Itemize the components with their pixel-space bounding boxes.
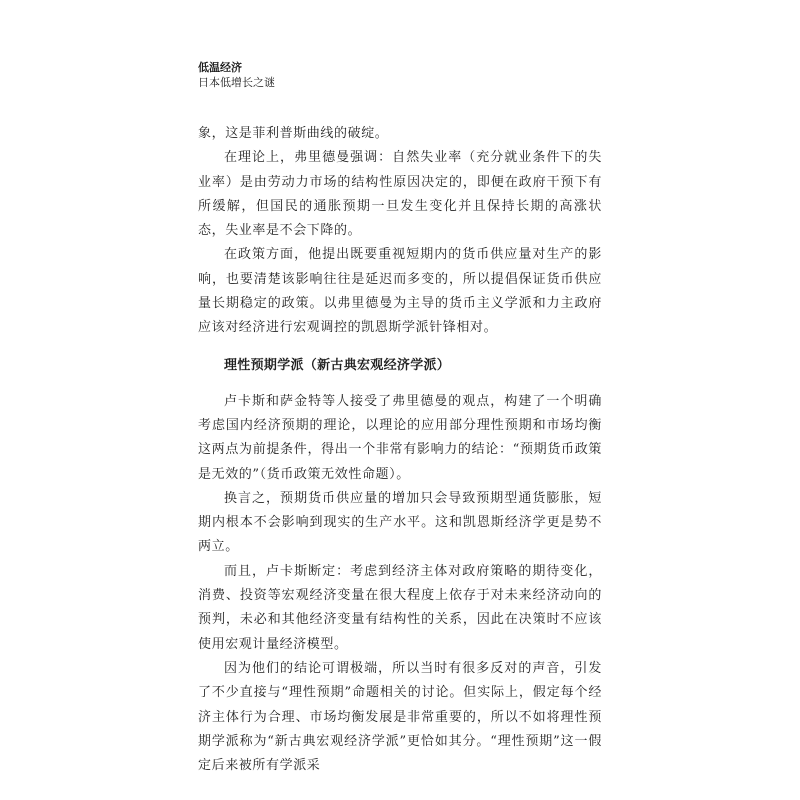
paragraph-continued: 象，这是菲利普斯曲线的破绽。: [198, 126, 389, 141]
paragraph: 卢卡斯和萨金特等人接受了弗里德曼的观点，构建了一个明确考虑国内经济预期的理论，以理论的应用部分理性预期和市场均衡这两点为前提条件，得出一个非常有影响力的结论：“预期货币政策是无效的”（货币政策无效性命题）。: [198, 393, 602, 482]
paragraph: 换言之，预期货币供应量的增加只会导致预期型通货膨胀，短期内根本不会影响到现实的生产水平。这和凯恩斯经济学更是势不两立。: [198, 490, 602, 555]
paragraph: 在理论上，弗里德曼强调：自然失业率（充分就业条件下的失业率）是由劳动力市场的结构性原因决定的，即便在政府干预下有所缓解，但国民的通胀预期一旦发生变化并且保持长期的高涨状态，失业率是不会下降的。: [198, 150, 602, 239]
book-subtitle: 日本低增长之谜: [198, 77, 275, 89]
body-text: [198, 122, 602, 778]
book-title: 低温经济: [198, 62, 242, 74]
paragraph: 在政策方面，他提出既要重视短期内的货币供应量对生产的影响，也要清楚该影响往往是延迟而多变的，所以提倡保证货币供应量长期稳定的政策。以弗里德曼为主导的货币主义学派和力主政府应该对经济进行宏观调控的凯恩斯学派针锋相对。: [198, 247, 602, 336]
section-heading: 理性预期学派（新古典宏观经济学派）: [224, 357, 451, 373]
paragraph: 因为他们的结论可谓极端，所以当时有很多反对的声音，引发了不少直接与“理性预期”命题相关的讨论。但实际上，假定每个经济主体行为合理、市场均衡发展是非常重要的，所以不如将理性预期学派称为“新古典宏观经济学派”更恰如其分。“理性预期”这一假定后来被所有学派采: [198, 660, 602, 774]
running-header: [198, 61, 275, 91]
paragraph: 而且，卢卡斯断定：考虑到经济主体对政府策略的期待变化，消费、投资等宏观经济变量在很大程度上依存于对未来经济动向的预判，未必和其他经济变量有结构性的关系，因此在决策时不应该使用宏观计量经济模型。: [198, 563, 602, 652]
